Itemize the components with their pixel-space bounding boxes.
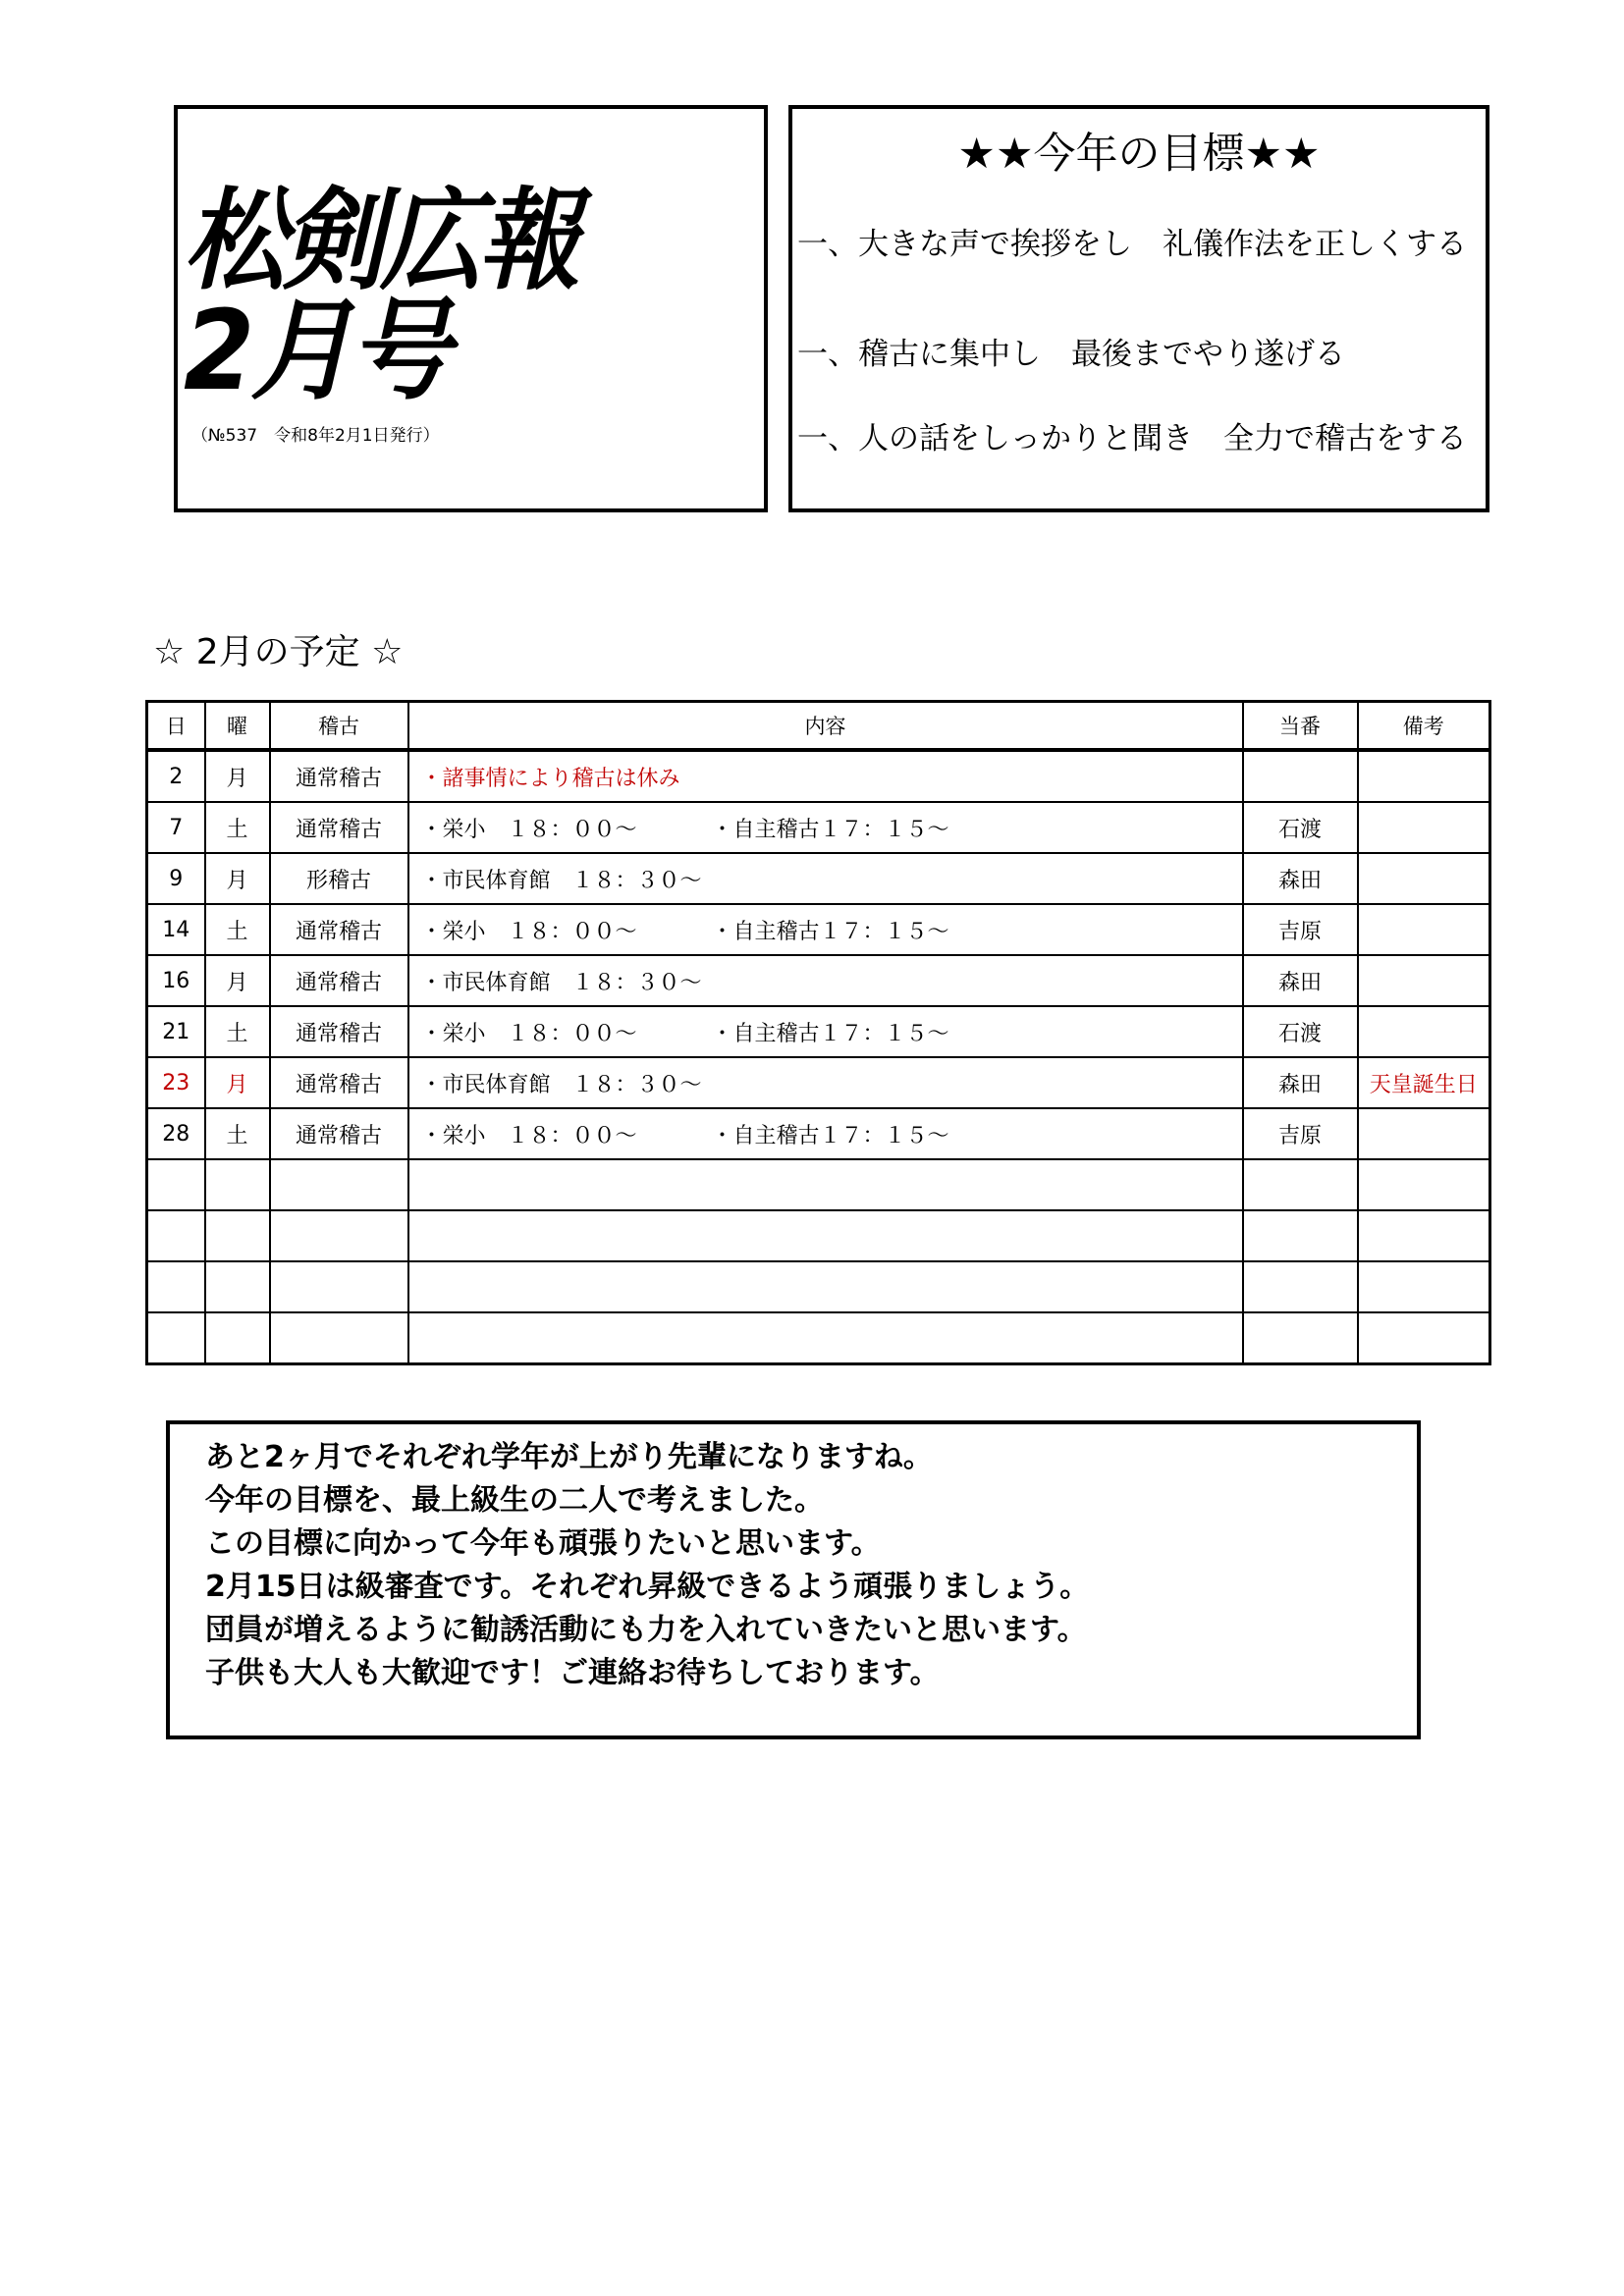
table-row <box>147 853 1490 904</box>
cell-note <box>1358 1312 1490 1364</box>
table-row <box>147 1210 1490 1261</box>
table-row <box>147 1261 1490 1312</box>
cell-weekday <box>205 1261 270 1312</box>
cell-duty: 吉原 <box>1243 1108 1358 1159</box>
cell-day: 23 <box>147 1057 205 1108</box>
content-text: ・栄小 １８：００～ <box>420 1123 637 1148</box>
cell-duty <box>1243 1210 1358 1261</box>
cell-weekday: 月 <box>205 955 270 1006</box>
newsletter-title: 松剣広報 <box>184 176 577 306</box>
cell-content <box>408 1312 1243 1364</box>
message-line: 今年の目標を、最上級生の二人で考えました。 <box>205 1483 824 1518</box>
cell-weekday <box>205 1210 270 1261</box>
column-header-content: 内容 <box>408 702 1243 751</box>
cell-duty: 森田 <box>1243 853 1358 904</box>
cell-practice: 形稽古 <box>270 853 408 904</box>
content-text: ・市民体育館 １８：３０～ <box>420 1072 702 1097</box>
cell-duty <box>1243 1261 1358 1312</box>
cell-practice: 通常稽古 <box>270 750 408 802</box>
cell-duty <box>1243 1159 1358 1210</box>
cell-day <box>147 1210 205 1261</box>
cell-duty <box>1243 750 1358 802</box>
cell-duty: 森田 <box>1243 955 1358 1006</box>
cell-weekday <box>205 1312 270 1364</box>
content-text: ・栄小 １８：００～ <box>420 1021 637 1046</box>
column-header-weekday: 曜 <box>205 702 270 751</box>
table-row <box>147 1006 1490 1057</box>
cell-practice <box>270 1210 408 1261</box>
cell-note <box>1358 1210 1490 1261</box>
cell-weekday: 土 <box>205 904 270 955</box>
cell-practice: 通常稽古 <box>270 1006 408 1057</box>
content-extra-text: ・自主稽古１７：１５～ <box>711 1123 949 1148</box>
table-row <box>147 1057 1490 1108</box>
cell-day: 2 <box>147 750 205 802</box>
cell-note <box>1358 1006 1490 1057</box>
cell-practice: 通常稽古 <box>270 1108 408 1159</box>
column-header-practice: 稽古 <box>270 702 408 751</box>
cell-day: 7 <box>147 802 205 853</box>
cell-duty: 石渡 <box>1243 1006 1358 1057</box>
newsletter-title-box <box>174 105 768 512</box>
goal-item: 一、稽古に集中し 最後までやり遂げる <box>797 337 1345 372</box>
schedule-table <box>145 700 1491 1365</box>
table-row <box>147 1159 1490 1210</box>
table-row <box>147 750 1490 802</box>
cell-duty <box>1243 1312 1358 1364</box>
cell-practice <box>270 1312 408 1364</box>
cell-practice: 通常稽古 <box>270 802 408 853</box>
cell-note <box>1358 904 1490 955</box>
cell-note <box>1358 802 1490 853</box>
cell-content <box>408 1108 1243 1159</box>
cell-note <box>1358 955 1490 1006</box>
cell-content <box>408 1006 1243 1057</box>
goals-heading: ★★今年の目標★★ <box>957 130 1321 179</box>
cell-note <box>1358 1159 1490 1210</box>
table-row <box>147 955 1490 1006</box>
message-line: あと2ヶ月でそれぞれ学年が上がり先輩になりますね。 <box>205 1440 933 1474</box>
table-header-row <box>147 702 1490 751</box>
cell-weekday: 土 <box>205 802 270 853</box>
cell-weekday: 土 <box>205 1006 270 1057</box>
cell-content <box>408 955 1243 1006</box>
cell-weekday <box>205 1159 270 1210</box>
content-text: ・市民体育館 １８：３０～ <box>420 868 702 893</box>
table-row <box>147 1312 1490 1364</box>
table-row <box>147 802 1490 853</box>
table-row <box>147 1108 1490 1159</box>
cell-duty: 森田 <box>1243 1057 1358 1108</box>
cell-content <box>408 802 1243 853</box>
cell-note <box>1358 853 1490 904</box>
cell-day <box>147 1159 205 1210</box>
column-header-duty: 当番 <box>1243 702 1358 751</box>
cell-day: 16 <box>147 955 205 1006</box>
cell-content <box>408 1210 1243 1261</box>
cell-day: 14 <box>147 904 205 955</box>
message-line: 子供も大人も大歓迎です！ご連絡お待ちしております。 <box>205 1656 940 1690</box>
cell-weekday: 月 <box>205 1057 270 1108</box>
cell-content <box>408 750 1243 802</box>
column-header-day: 日 <box>147 702 205 751</box>
cell-practice: 通常稽古 <box>270 904 408 955</box>
cell-content <box>408 1261 1243 1312</box>
cell-duty: 石渡 <box>1243 802 1358 853</box>
cell-note <box>1358 1261 1490 1312</box>
newsletter-issue-month: 2月号 <box>184 286 448 416</box>
cell-weekday: 土 <box>205 1108 270 1159</box>
cell-day: 28 <box>147 1108 205 1159</box>
content-text: ・栄小 １８：００～ <box>420 817 637 842</box>
cell-content <box>408 1057 1243 1108</box>
table-row <box>147 904 1490 955</box>
cell-day <box>147 1261 205 1312</box>
message-line: この目標に向かって今年も頑張りたいと思います。 <box>205 1526 881 1561</box>
cell-practice <box>270 1159 408 1210</box>
cell-content <box>408 853 1243 904</box>
cell-weekday: 月 <box>205 750 270 802</box>
cell-day <box>147 1312 205 1364</box>
content-text: ・栄小 １８：００～ <box>420 919 637 944</box>
content-text: ・市民体育館 １８：３０～ <box>420 970 702 995</box>
cell-practice: 通常稽古 <box>270 955 408 1006</box>
content-extra-text: ・自主稽古１７：１５～ <box>711 1021 949 1046</box>
message-box <box>166 1420 1421 1739</box>
cell-weekday: 月 <box>205 853 270 904</box>
cell-day: 21 <box>147 1006 205 1057</box>
cell-note: 天皇誕生日 <box>1358 1057 1490 1108</box>
annual-goals-box <box>788 105 1489 512</box>
cell-practice <box>270 1261 408 1312</box>
goal-item: 一、人の話をしっかりと聞き 全力で稽古をする <box>797 421 1467 456</box>
goal-item: 一、大きな声で挨拶をし 礼儀作法を正しくする <box>797 227 1467 262</box>
cell-note <box>1358 1108 1490 1159</box>
content-text: ・諸事情により稽古は休み <box>420 766 680 791</box>
column-header-note: 備考 <box>1358 702 1490 751</box>
cell-practice: 通常稽古 <box>270 1057 408 1108</box>
cell-day: 9 <box>147 853 205 904</box>
message-line: 団員が増えるように勧誘活動にも力を入れていきたいと思います。 <box>205 1613 1087 1647</box>
content-extra-text: ・自主稽古１７：１５～ <box>711 817 949 842</box>
message-line: 2月15日は級審査です。それぞれ昇級できるよう頑張りましょう。 <box>205 1570 1090 1604</box>
cell-content <box>408 1159 1243 1210</box>
schedule-heading: ☆ 2月の予定 ☆ <box>153 632 404 672</box>
cell-duty: 吉原 <box>1243 904 1358 955</box>
cell-content <box>408 904 1243 955</box>
issue-info: （№537 令和8年2月1日発行） <box>191 426 440 446</box>
content-extra-text: ・自主稽古１７：１５～ <box>711 919 949 944</box>
cell-note <box>1358 750 1490 802</box>
